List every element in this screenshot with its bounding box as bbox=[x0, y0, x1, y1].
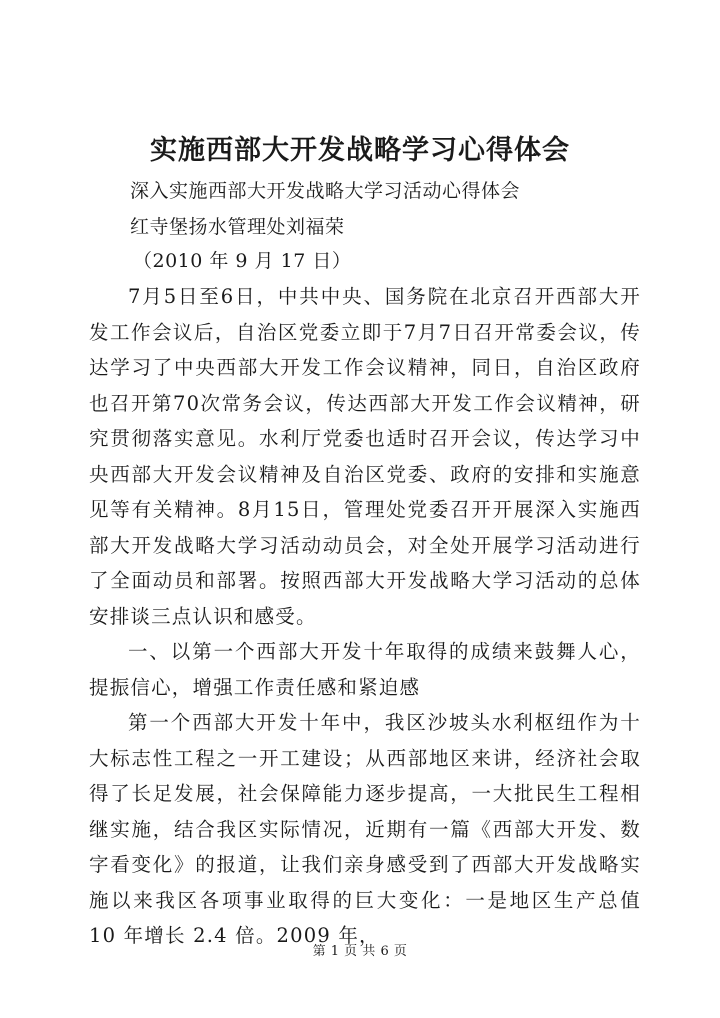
paragraph-section-1: 第一个西部大开发十年中，我区沙坡头水利枢纽作为十大标志性工程之一开工建设；从西部地区来讲，经济社会取得了长足发展，社会保障能力逐步提高，一大批民生工程相继实施，结合我区实际情况，近期有一篇《西部大开发、数字看变化》的报道，让我们亲身感受到了西部大开发战略实施以来我区各项事业取得的巨大变化：一是地区生产总值 10 年增长 2.4 倍。2009 年， bbox=[89, 711, 641, 947]
document-author: 红寺堡扬水管理处刘福荣 bbox=[130, 216, 345, 238]
document-title: 实施西部大开发战略学习心得体会 bbox=[150, 135, 570, 166]
document-date: （2010 年 9 月 17 日） bbox=[133, 250, 352, 272]
document-body bbox=[89, 279, 641, 954]
paragraph-intro: 7月5日至6日，中共中央、国务院在北京召开西部大开发工作会议后，自治区党委立即于7月7日召开常委会议，传达学习了中央西部大开发工作会议精神，同日，自治区政府也召开第70次常务会议，传达西部大开发工作会议精神，研究贯彻落实意见。水利厅党委也适时召开会议，传达学习中央西部大开发会议精神及自治区党委、政府的安排和实施意见等有关精神。8月15日，管理处党委召开开展深入实施西部大开发战略大学习活动动员会，对全处开展学习活动进行了全面动员和部署。按照西部大开发战略大学习活动的总体安排谈三点认识和感受。 bbox=[89, 285, 641, 628]
page-footer: 第 1 页 共 6 页 bbox=[312, 944, 408, 959]
section-heading-1: 一、以第一个西部大开发十年取得的成绩来鼓舞人心，提振信心，增强工作责任感和紧迫感 bbox=[89, 640, 641, 699]
document-subtitle: 深入实施西部大开发战略大学习活动心得体会 bbox=[130, 180, 521, 202]
